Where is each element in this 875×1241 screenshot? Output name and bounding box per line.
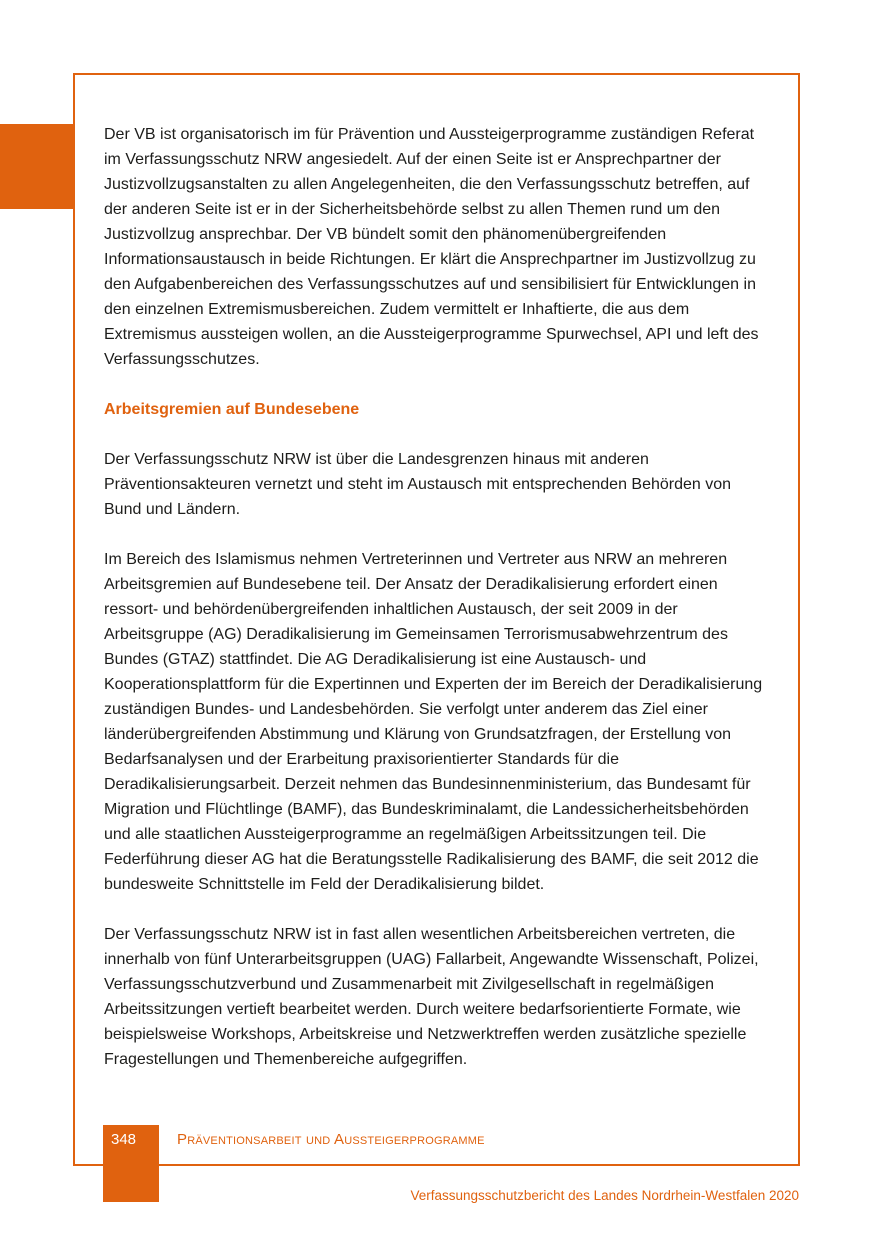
- side-tab-marker: [0, 124, 75, 209]
- section-arbeitsgremien: [104, 397, 766, 1072]
- section-heading: Arbeitsgremien auf Bundesebene: [104, 401, 360, 418]
- section-paragraph-3: Der Verfassungsschutz NRW ist in fast allen wesentlichen Arbeitsbereichen vertreten, die innerhalb von fünf Unterarbeitsgruppen (UAG) Fallarbeit, Angewandte Wissenschaft, Polizei, Verfassungsschutzverbund und Zusammenarbeit mit Zivilgesellschaft in regelmäßigen Arbeitssitzungen vertieft bearbeitet werden. Durch weitere bedarfsorientierte Formate, wie beispielsweise Workshops, Arbeitskreise und Netzwerktreffen werden zusätzliche spezielle Fragestellungen und Themenbereiche aufgegriffen.: [104, 926, 759, 1068]
- section-paragraph-1: Der Verfassungsschutz NRW ist über die Landesgrenzen hinaus mit anderen Präventionsakteuren vernetzt und steht im Austausch mit entsprechenden Behörden von Bund und Ländern.: [104, 451, 732, 518]
- section-paragraph-2: Im Bereich des Islamismus nehmen Vertreterinnen und Vertreter aus NRW an mehreren Arbeitsgremien auf Bundesebene teil. Der Ansatz der Deradikalisierung erfordert einen ressort- und behördenübergreifenden inhaltlichen Austausch, der seit 2009 in der Arbeitsgruppe (AG) Deradikalisierung im Gemeinsamen Terrorismusabwehrzentrum des Bundes (GTAZ) stattfindet. Die AG Deradikalisierung ist eine Austausch- und Kooperationsplattform für die Expertinnen und Experten der im Bereich der Deradikalisierung zuständigen Bundes- und Landesbehörden. Sie verfolgt unter anderem das Ziel einer länderübergreifenden Abstimmung und Klärung von Grundsatzfragen, der Erstellung von Bedarfsanalysen und der Erarbeitung praxisorientierter Standards für die Deradikalisierungsarbeit. Derzeit nehmen das Bundesinnenministerium, das Bundesamt für Migration und Flüchtlinge (BAMF), das Bundeskriminalamt, die Landessicherheitsbehörden und alle staatlichen Aussteigerprogramme an regelmäßigen Arbeitssitzungen teil. Die Federführung dieser AG hat die Beratungsstelle Radikalisierung des BAMF, die seit 2012 die bundesweite Schnittstelle im Feld der Deradikalisierung bildet.: [104, 551, 763, 893]
- chapter-title: Präventionsarbeit und Aussteigerprogramme: [177, 1131, 485, 1148]
- intro-paragraph: Der VB ist organisatorisch im für Prävention und Aussteigerprogramme zuständigen Referat im Verfassungsschutz NRW angesiedelt. Auf der einen Seite ist er Ansprechpartner der Justizvollzugsanstalten zu allen Angelegenheiten, die den Verfassungsschutz betreffen, auf der anderen Seite ist er in der Sicherheitsbehörde selbst zu allen Themen rund um den Justizvollzug ansprechbar. Der VB bündelt somit den phänomenübergreifenden Informationsaustausch in beide Richtungen. Er klärt die Ansprechpartner im Justizvollzug zu den Aufgabenbereichen des Verfassungsschutzes auf und sensibilisiert für Entwicklungen in den einzelnen Extremismusbereichen. Zudem vermittelt er Inhaftierte, die aus dem Extremismus aussteigen wollen, an die Aussteigerprogramme Spurwechsel, API und left des Verfassungsschutzes.: [104, 126, 759, 368]
- report-title: Verfassungsschutzbericht des Landes Nordrhein-Westfalen 2020: [410, 1188, 799, 1203]
- page-number: 348: [111, 1131, 137, 1148]
- main-content: [104, 122, 766, 1072]
